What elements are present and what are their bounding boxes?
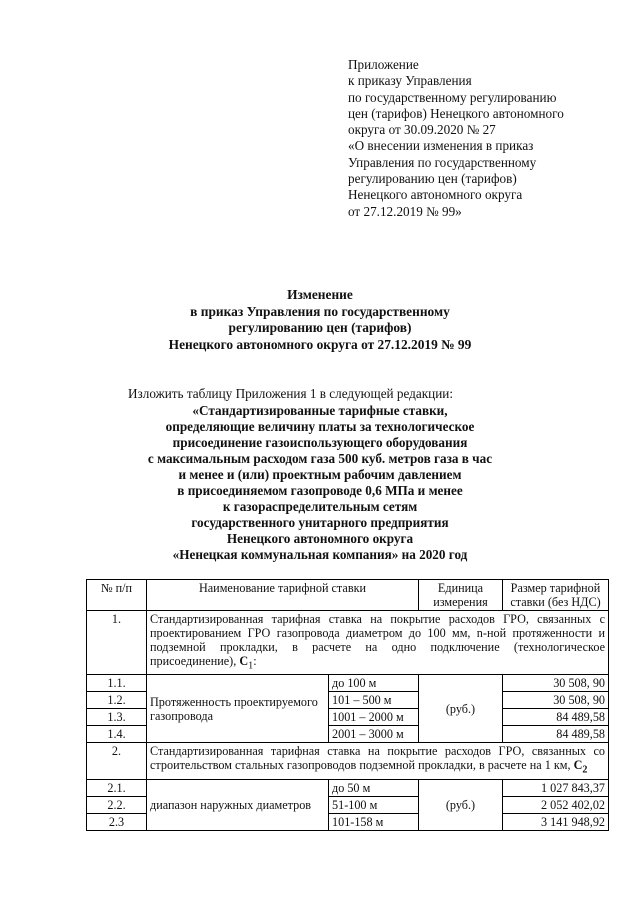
section-row — [87, 611, 609, 675]
appendix-line: от 27.12.2019 № 99» — [348, 203, 462, 219]
unit-cell: (руб.) — [419, 779, 503, 830]
row-num: 1.3. — [87, 709, 147, 726]
subtitle-line: «Ненецкая коммунальная компания» на 2020 год — [172, 547, 468, 562]
title-line: Изменение — [287, 287, 353, 302]
tariff-symbol: С — [573, 758, 583, 773]
subtitle-line: государственного унитарного предприятия — [191, 515, 449, 530]
header-size: Размер тарифной ставки (без НДС) — [503, 580, 609, 611]
row-value: 30 508, 90 — [503, 675, 609, 692]
section-description — [147, 743, 609, 779]
group-label: Протяженность проектируемого газопровода — [147, 675, 329, 743]
title-line: в приказ Управления по государственному — [190, 303, 450, 319]
appendix-line: округа от 30.09.2020 № 27 — [348, 122, 496, 138]
tariff-symbol-index: 2 — [582, 764, 588, 776]
table-header-row — [87, 580, 609, 611]
row-value: 2 052 402,02 — [503, 796, 609, 813]
section-num: 1. — [87, 611, 147, 675]
subtitle-line: присоединение газоиспользующего оборудования — [172, 435, 468, 450]
document-title — [0, 287, 640, 353]
section-description — [147, 611, 609, 675]
appendix-line: Ненецкого автономного округа — [348, 187, 523, 203]
table-row — [87, 675, 609, 692]
appendix-header — [348, 57, 618, 220]
tariff-symbol-index: 1 — [248, 660, 254, 672]
appendix-line: Приложение — [348, 57, 419, 72]
section-num: 2. — [87, 743, 147, 779]
unit-cell: (руб.) — [419, 675, 503, 743]
subtitle-line: с максимальным расходом газа 500 куб. метров газа в час — [147, 451, 493, 466]
row-range: 1001 – 2000 м — [329, 709, 419, 726]
row-range: до 100 м — [329, 675, 419, 692]
table-row — [87, 779, 609, 796]
section-text: Стандартизированная тарифная ставка на покрытие расходов ГРО, связанных с проектированием ГРО газопровода диаметром до 100 мм, n-ной протяженности и подземной прокладки, в расчете на одно подключение (технологическое присоединение), — [150, 612, 605, 668]
row-value: 84 489,58 — [503, 709, 609, 726]
section-text: Стандартизированная тарифная ставка на покрытие расходов ГРО, связанных со строительством стальных газопроводов подземной прокладки, в расчете на 1 км, — [150, 744, 605, 773]
appendix-line: по государственному регулированию — [348, 89, 557, 105]
row-range: 2001 – 3000 м — [329, 726, 419, 743]
row-value: 84 489,58 — [503, 726, 609, 743]
row-value: 30 508, 90 — [503, 692, 609, 709]
row-range: 51-100 м — [329, 796, 419, 813]
instruction-text: Изложить таблицу Приложения 1 в следующей редакции: — [128, 386, 453, 401]
subtitle-line: определяющие величину платы за технологическое — [165, 419, 475, 434]
row-range: 101-158 м — [329, 813, 419, 830]
row-num: 1.4. — [87, 726, 147, 743]
row-num: 2.2. — [87, 796, 147, 813]
appendix-line: «О внесении изменения в приказ — [348, 138, 534, 154]
tariff-table — [86, 579, 609, 831]
title-line: Ненецкого автономного округа от 27.12.2019 № 99 — [168, 336, 472, 352]
section-row — [87, 743, 609, 779]
appendix-line: регулированию цен (тарифов) — [348, 171, 517, 187]
header-num: № п/п — [87, 580, 147, 611]
row-num: 1.2. — [87, 692, 147, 709]
row-num: 2.3 — [87, 813, 147, 830]
subtitle-line: «Стандартизированные тарифные ставки, — [192, 403, 448, 418]
subtitle-line: к газораспределительным сетям — [222, 499, 418, 514]
row-num: 2.1. — [87, 779, 147, 796]
appendix-line: к приказу Управления — [348, 73, 472, 89]
header-name: Наименование тарифной ставки — [147, 580, 419, 611]
appendix-line: Управления по государственному — [348, 154, 537, 170]
tariff-symbol: С — [239, 654, 249, 668]
row-value: 1 027 843,37 — [503, 779, 609, 796]
subtitle-line: и менее и (или) проектным рабочим давлением — [178, 467, 462, 482]
group-label: диапазон наружных диаметров — [147, 779, 329, 830]
header-unit: Единица измерения — [419, 580, 503, 611]
subtitle-line: Ненецкого автономного округа — [226, 531, 414, 546]
row-range: 101 – 500 м — [329, 692, 419, 709]
appendix-line: цен (тарифов) Ненецкого автономного — [348, 105, 564, 121]
title-line: регулированию цен (тарифов) — [228, 320, 412, 335]
section-suffix: : — [253, 654, 257, 668]
row-value: 3 141 948,92 — [503, 813, 609, 830]
row-range: до 50 м — [329, 779, 419, 796]
row-num: 1.1. — [87, 675, 147, 692]
table-title — [0, 403, 640, 563]
subtitle-line: в присоединяемом газопроводе 0,6 МПа и менее — [177, 483, 463, 498]
